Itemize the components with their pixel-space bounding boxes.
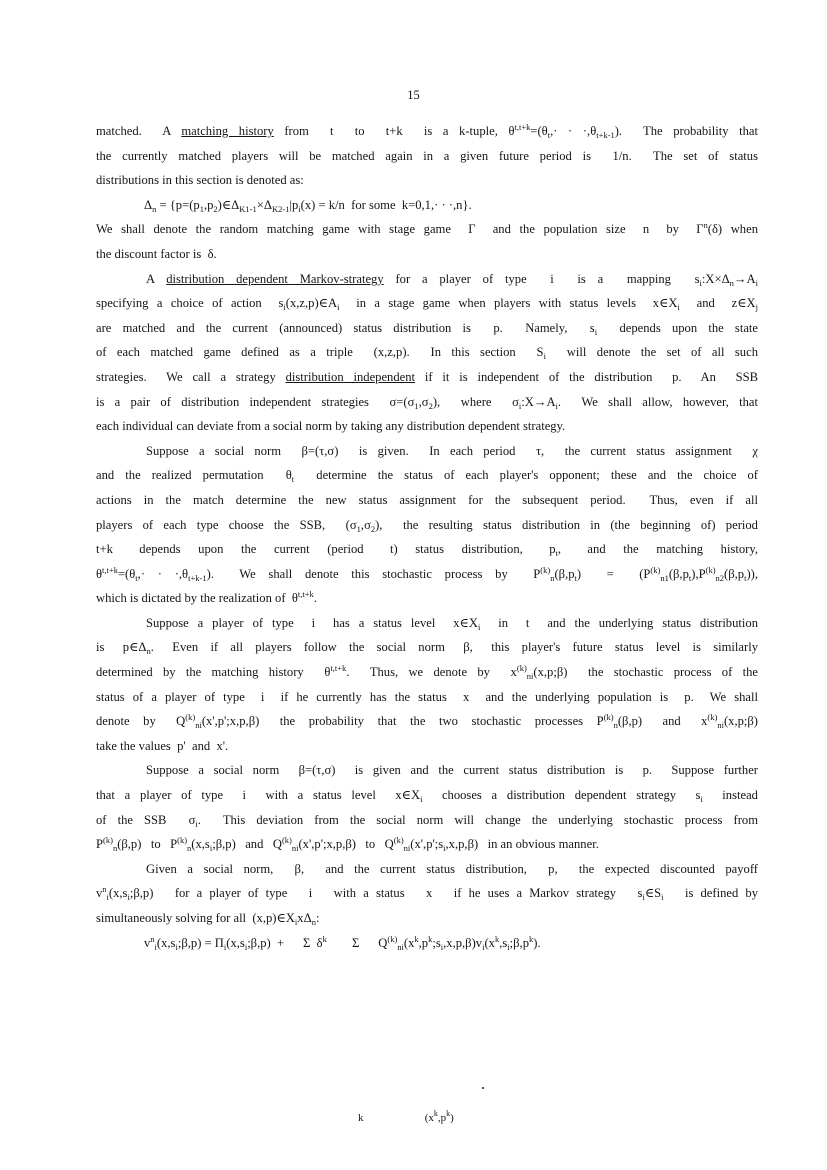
text-run: (x',p';x,p,β) to Q: [298, 837, 394, 852]
sum-index-p: ,p: [437, 1111, 447, 1124]
sum-index-x-sup: k: [433, 1109, 438, 1118]
superscript: (k): [650, 564, 661, 575]
text-line: [96, 685, 758, 710]
text-run: We shall denote the random matching game with stage game Γ and the population size n by Γ: [96, 222, 704, 237]
subscript: i: [699, 277, 702, 288]
text-run: (x: [484, 935, 495, 950]
subscript: i: [477, 621, 481, 632]
line-content: [96, 468, 758, 485]
subscript: i: [244, 941, 248, 952]
line-content: [146, 444, 758, 458]
text-line: [96, 513, 758, 538]
line-content: [96, 321, 758, 335]
subscript: i: [661, 892, 664, 903]
text-run: →A: [733, 271, 756, 286]
text-run: and z∈X: [679, 296, 756, 311]
subscript: i: [642, 892, 645, 903]
text-line: [96, 390, 758, 415]
text-run: matched. A: [96, 124, 182, 138]
text-run: ,p: [418, 935, 429, 950]
text-run: which is dictated by the realization of θ: [96, 591, 298, 606]
subscript: K2-1: [271, 203, 290, 214]
superscript: (k): [705, 564, 716, 575]
text-run: of each matched game defined as a triple (x,z,p). In this section S: [96, 345, 544, 360]
text-run: =(θ: [117, 566, 136, 581]
sum-index-p-sup: k: [446, 1109, 451, 1118]
text-line: [96, 660, 758, 685]
subscript: t+k-1: [188, 572, 207, 583]
subscript: i: [209, 843, 213, 854]
body-text: [96, 119, 758, 955]
text-run: :X×Δ: [701, 271, 730, 286]
subscript: i: [700, 794, 703, 805]
text-run: )),: [746, 566, 758, 581]
subscript: ni: [526, 671, 534, 682]
line-content: [146, 862, 758, 876]
subscript: t: [291, 474, 295, 485]
subscript: n: [550, 572, 555, 583]
text-line: [96, 291, 758, 316]
subscript: i: [420, 794, 423, 805]
text-line: [96, 709, 758, 734]
line-content: [96, 149, 758, 163]
text-run: chooses a distribution dependent strategy s: [422, 788, 701, 803]
text-run: ,· · ·,θ: [137, 566, 189, 581]
line-content: [96, 296, 758, 313]
text-run: will denote the set of all such: [545, 345, 758, 360]
text-run: = {p=(p: [156, 197, 200, 212]
text-run: Σ Q: [326, 935, 388, 950]
text-run: depends upon the state: [597, 320, 758, 335]
text-line: [96, 267, 758, 292]
text-run: .: [313, 591, 317, 606]
subscript: n: [152, 203, 157, 214]
line-content: [146, 272, 758, 286]
subscript: i: [594, 326, 598, 337]
text-run: ,· · ·,θ: [550, 124, 597, 138]
text-run: distributions in this section is denoted as:: [96, 173, 304, 188]
line-content: [96, 884, 758, 903]
text-run: xΔ: [297, 911, 312, 925]
superscript: (k): [603, 712, 614, 723]
text-run: each individual can deviate from a social norm by taking any distribution dependent strategy.: [96, 419, 566, 434]
sum-index-close: ): [450, 1111, 454, 1124]
line-content: [96, 124, 758, 138]
text-line: [96, 439, 758, 464]
line-content: [96, 340, 758, 365]
text-run: that a player of type i with a status level x∈X: [96, 788, 421, 803]
line-content: [96, 493, 758, 507]
text-line: [96, 365, 758, 390]
text-run: (β,p: [554, 566, 575, 581]
subscript: t: [688, 572, 692, 583]
text-run: ,s: [499, 935, 508, 950]
text-run: (x,p;β): [723, 714, 758, 729]
text-line: [96, 414, 758, 439]
text-line: [96, 242, 758, 267]
text-line: [96, 193, 758, 218]
line-content: [146, 763, 758, 777]
superscript: (k): [707, 712, 718, 723]
equation-subscripts: [96, 1107, 758, 1124]
subscript: 2: [428, 400, 433, 411]
text-run: ,σ: [360, 517, 371, 532]
text-line: [96, 906, 758, 931]
text-run: (β,p) and x: [617, 714, 708, 729]
text-run: v: [96, 886, 103, 901]
subscript: t: [135, 572, 138, 583]
text-run: , and the matching history,: [557, 542, 758, 557]
line-content: [144, 933, 541, 952]
text-run: (β,p: [724, 566, 745, 581]
line-content: [96, 173, 304, 187]
text-run: (x,s: [108, 886, 128, 901]
text-run: Given a social norm, β, and the current status distribution, p, the expected discounted payoff: [146, 861, 758, 876]
text-run: P: [96, 837, 104, 852]
subscript: 2: [213, 203, 218, 214]
text-run: simultaneously solving for all (x,p)∈X: [96, 911, 295, 925]
text-run: (x,s: [226, 935, 245, 950]
text-run: (x,p;β) the stochastic process of the: [533, 665, 758, 680]
text-line: [96, 488, 758, 513]
line-content: [96, 640, 758, 657]
superscript: t,t+k: [297, 589, 314, 600]
text-run: ), the resulting status distribution in (the beginning of) period: [375, 517, 758, 532]
underlined-term: distribution independent: [285, 369, 416, 384]
line-content: [96, 911, 319, 925]
text-run: Suppose a player of type i has a status level x∈X: [146, 615, 478, 630]
subscript: ni: [717, 720, 724, 731]
superscript: (k): [185, 712, 196, 723]
subscript: t: [547, 130, 551, 140]
subscript: i: [482, 941, 485, 952]
text-run: Suppose a social norm β=(τ,σ) is given and the current status distribution is p. Suppose further: [146, 763, 758, 778]
subscript: i: [127, 892, 130, 903]
text-run: specifying a choice of action s: [96, 296, 284, 311]
subscript: n: [729, 277, 734, 288]
text-run: Suppose a social norm β=(τ,σ) is given. In each period τ, the current status assignment χ: [146, 443, 758, 458]
text-run: (x',p';s: [410, 837, 444, 852]
text-run: for a player of type i is a mapping s: [383, 271, 700, 286]
subscript: i: [755, 277, 758, 288]
text-run: players of each type choose the SSB, (σ: [96, 517, 357, 532]
text-line: [96, 463, 758, 488]
text-line: [96, 635, 758, 660]
line-content: [144, 198, 472, 212]
underlined-term: distribution dependent Markov-strategy: [166, 271, 384, 286]
text-run: of the SSB σ: [96, 812, 196, 827]
text-run: ∈S: [644, 886, 662, 901]
superscript: k: [494, 933, 500, 944]
line-content: [146, 616, 758, 630]
text-run: :: [315, 911, 320, 925]
superscript: t,t+k: [514, 122, 531, 132]
superscript: k: [428, 933, 433, 944]
subscript: i: [298, 203, 301, 214]
subscript: i: [677, 302, 680, 313]
subscript: i: [555, 400, 558, 411]
text-run: is p∈Δ: [96, 640, 147, 655]
text-line: [96, 168, 758, 193]
text-run: are matched and the current (announced) status distribution is p. Namely, s: [96, 320, 595, 335]
text-run: (x',p';x,p,β) the probability that the two stochastic processes P: [201, 714, 604, 729]
text-run: )∈Δ: [217, 197, 240, 212]
subscript: i: [223, 941, 227, 952]
superscript: (k): [281, 835, 292, 846]
text-run: strategies. We call a strategy: [96, 369, 286, 384]
text-run: is a pair of distribution independent strategies σ=(σ: [96, 394, 415, 409]
text-run: |p: [289, 197, 299, 212]
text-run: (x,z,p)∈A: [285, 296, 338, 311]
line-content: [96, 518, 758, 532]
superscript: (k): [387, 933, 398, 944]
text-run: ,p: [203, 197, 214, 212]
text-run: =(θ: [530, 124, 548, 138]
superscript: (k): [177, 835, 188, 846]
superscript: n: [150, 933, 155, 944]
subscript: n1: [660, 572, 669, 583]
superscript: k: [322, 933, 327, 944]
text-run: ;β,p) and Q: [212, 837, 282, 852]
subscript: t: [574, 572, 577, 583]
text-line: [96, 758, 758, 783]
line-content: [96, 690, 758, 704]
text-run: if it is independent of the distribution p. An SSB: [415, 369, 758, 384]
text-run: :X→A: [521, 394, 556, 409]
subscript: i: [440, 941, 444, 952]
text-run: ).: [533, 935, 541, 950]
sum-index-x: (x: [424, 1111, 434, 1124]
text-run: and the realized permutation θ: [96, 468, 292, 483]
subscript: 2: [370, 523, 376, 534]
text-line: [96, 119, 758, 144]
text-run: ;β,p) = Π: [177, 935, 224, 950]
text-run: in a stage game when players with status levels x∈X: [339, 296, 678, 311]
subscript: ni: [397, 941, 404, 952]
subscript: j: [755, 302, 758, 313]
text-run: ), where σ: [432, 394, 519, 409]
text-run: instead: [702, 788, 758, 803]
line-content: [96, 808, 758, 833]
text-line: [96, 144, 758, 169]
line-content: [96, 419, 565, 433]
text-run: determined by the matching history θ: [96, 665, 331, 680]
line-content: [96, 712, 758, 731]
subscript: n2: [715, 572, 725, 583]
text-run: ,σ: [418, 394, 429, 409]
superscript: k: [529, 933, 534, 944]
line-content: [96, 591, 317, 605]
text-run: A: [146, 271, 167, 286]
subscript: ni: [403, 843, 411, 854]
text-run: the currently matched players will be matched again in a given future period is 1/n. The set of status: [96, 148, 758, 163]
subscript: n: [146, 646, 151, 657]
text-line: [96, 832, 758, 857]
line-content: [96, 247, 217, 261]
text-run: (δ) when: [707, 222, 758, 237]
text-line: [96, 857, 758, 882]
subscript: i: [294, 917, 298, 927]
text-run: v: [144, 935, 151, 950]
text-line: [96, 562, 758, 587]
text-line: [96, 537, 758, 562]
subscript: t: [744, 572, 747, 583]
text-run: ,x,p,β) in an obvious manner.: [445, 837, 599, 852]
text-line: [96, 611, 758, 636]
text-run: take the values p' and x'.: [96, 738, 229, 753]
superscript: (k): [540, 564, 551, 575]
superscript: t,t+k: [102, 564, 118, 575]
subscript: i: [195, 818, 198, 829]
text-run: (β,p) to P: [117, 837, 178, 852]
text-run: status of a player of type i if he currently has the status x and the underlying population is p. We shall: [96, 689, 758, 704]
superscript: t,t+k: [330, 663, 347, 674]
text-run: (x) = k/n for some k=0,1,· · ·,n}.: [300, 197, 472, 212]
text-run: ). We shall denote this stochastic process by P: [206, 566, 541, 581]
text-run: (x,s: [191, 837, 210, 852]
text-run: t+k depends upon the current (period t) status distribution, p: [96, 542, 556, 557]
text-run: from t to t+k is a k-tuple, θ: [273, 124, 515, 138]
line-content: [96, 739, 228, 753]
text-run: is defined by: [663, 886, 758, 901]
subscript: ni: [195, 720, 202, 731]
text-line: [96, 783, 758, 808]
text-run: (x,s: [156, 935, 176, 950]
line-content: [96, 788, 758, 805]
text-run: the discount factor is δ.: [96, 246, 217, 261]
line-content: [96, 395, 758, 409]
text-run: ) = (P: [576, 566, 651, 581]
subscript: i: [283, 302, 286, 313]
subscript: 1: [199, 203, 204, 214]
text-run: (x: [403, 935, 415, 950]
text-run: in t and the underlying status distribution: [480, 615, 758, 630]
subscript: i: [518, 400, 522, 411]
text-run: ;s: [432, 935, 441, 950]
subscript: i: [175, 941, 178, 952]
superscript: k: [414, 933, 419, 944]
text-run: (β,p: [668, 566, 689, 581]
subscript: i: [106, 892, 109, 903]
text-run: actions in the match determine the new status assignment for the subsequent period. Thus, even if all: [96, 492, 758, 507]
text-run: Δ: [144, 197, 153, 212]
superscript: (k): [393, 835, 404, 846]
subscript: i: [543, 351, 546, 362]
text-line: [96, 586, 758, 611]
line-content: [96, 835, 599, 854]
text-line: [96, 734, 758, 759]
subscript: n: [187, 843, 192, 854]
subscript: K1-1: [239, 203, 257, 214]
superscript: n: [102, 884, 107, 895]
text-line: [96, 217, 758, 242]
text-run: ;β,p: [509, 935, 529, 950]
text-run: ),P: [691, 566, 706, 581]
text-run: denote by Q: [96, 714, 186, 729]
text-line: [96, 808, 758, 833]
line-content: [96, 663, 758, 682]
text-line: [96, 340, 758, 365]
subscript: i: [154, 941, 157, 952]
text-line: [96, 881, 758, 906]
subscript: i: [443, 843, 446, 854]
superscript: (k): [103, 835, 113, 846]
underlined-term: matching history: [181, 124, 274, 138]
subscript: t+k-1: [596, 130, 615, 140]
sum-index-k: k: [358, 1111, 364, 1124]
subscript: n: [613, 720, 618, 731]
text-run: ;β,p) + Σ δ: [247, 935, 323, 950]
superscript: (k): [516, 663, 527, 674]
text-run: . We shall allow, however, that: [557, 394, 758, 409]
text-run: ;β,p) for a player of type i with a status x if he uses a Markov strategy s: [129, 886, 643, 901]
subscript: 1: [414, 400, 419, 411]
subscript: 1: [356, 523, 361, 534]
scan-speck: [482, 1087, 484, 1089]
line-content: [96, 542, 758, 559]
page-number: 15: [407, 88, 420, 102]
subscript: ni: [291, 843, 299, 854]
subscript: n: [112, 843, 118, 854]
text-run: θ: [96, 566, 103, 581]
line-content: [96, 217, 758, 242]
text-run: . Even if all players follow the social norm β, this player's future status level is similarly: [150, 640, 758, 655]
line-content: [96, 370, 758, 384]
subscript: i: [337, 302, 340, 313]
text-run: ,x,p,β)v: [443, 935, 483, 950]
text-run: ). The probability that: [614, 124, 758, 138]
subscript: i: [507, 941, 510, 952]
text-line: [96, 316, 758, 341]
subscript: t: [555, 548, 558, 559]
text-run: . Thus, we denote by x: [346, 665, 517, 680]
text-run: ×Δ: [256, 197, 272, 212]
line-content: [96, 564, 758, 583]
text-line: [96, 931, 758, 956]
superscript: n: [703, 220, 708, 231]
text-run: determine the status of each player's opponent; these and the choice of: [294, 468, 758, 483]
text-run: . This deviation from the social norm will change the underlying stochastic process from: [197, 812, 758, 827]
subscript: n: [311, 917, 316, 927]
